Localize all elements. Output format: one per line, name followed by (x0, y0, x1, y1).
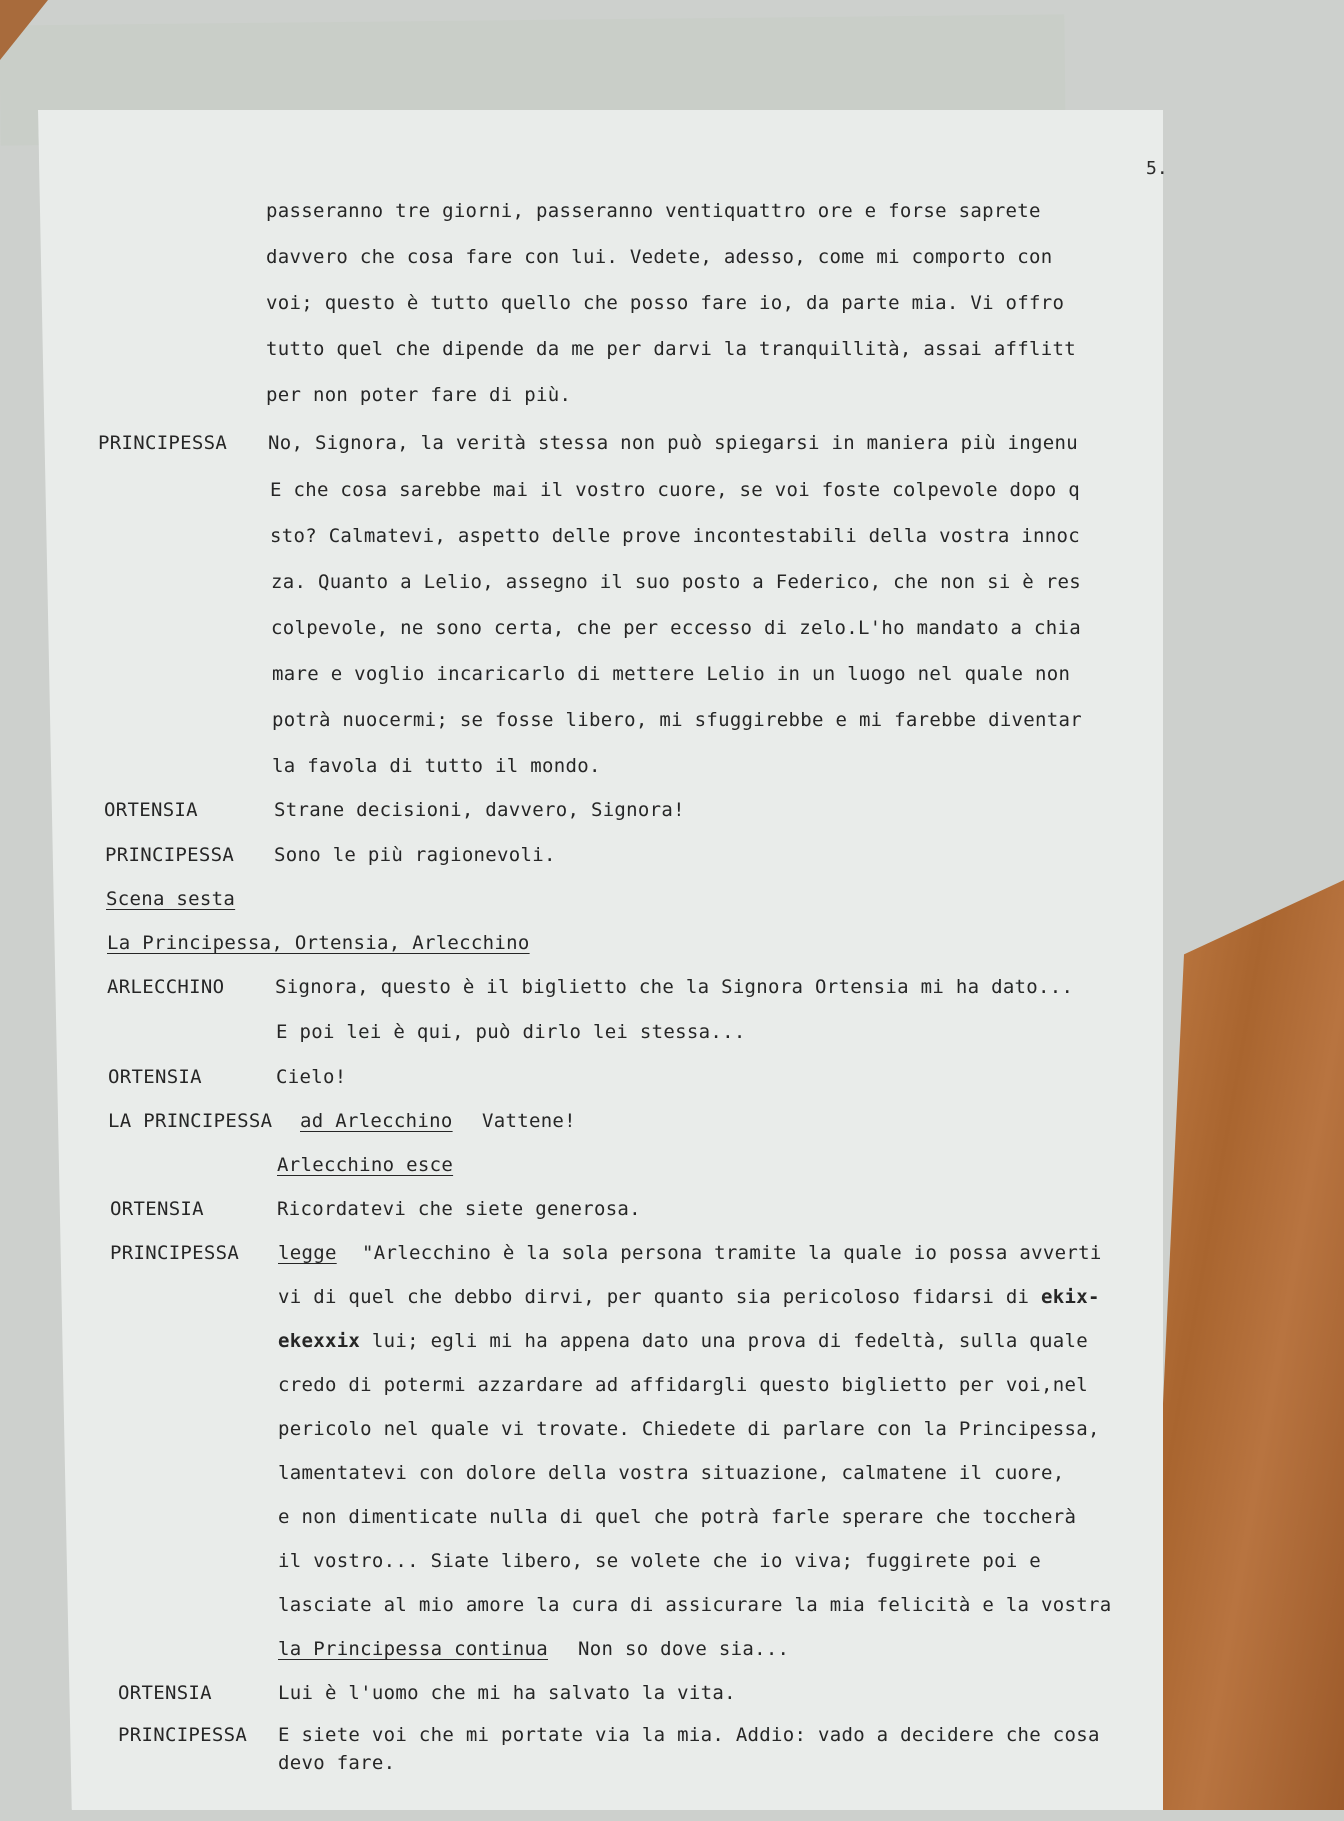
text-line: za. Quanto a Lelio, assegno il suo posto a Federico, che non si è res (271, 571, 1081, 593)
text-line: per non poter fare di più. (266, 384, 572, 406)
text-line: Non so dove sia... (578, 1638, 790, 1660)
text-line: "Arlecchino è la sola persona tramite la quale io possa avverti (362, 1242, 1102, 1264)
text-segment: vi di quel che debbo dirvi, per quanto sia pericoloso fidarsi di (278, 1286, 1042, 1308)
text-line: pericolo nel quale vi trovate. Chiedete di parlare con la Principessa, (278, 1418, 1100, 1440)
text-line: il vostro... Siate libero, se volete che io viva; fuggirete poi e (278, 1550, 1042, 1572)
text-line: la favola di tutto il mondo. (272, 755, 601, 777)
background-corner (0, 0, 48, 60)
speaker-label: ORTENSIA (104, 799, 198, 821)
text-line: colpevole, ne sono certa, che per eccesso di zelo.L'ho mandato a chia (271, 617, 1081, 639)
speaker-label: ARLECCHINO (107, 976, 225, 998)
text-line: mare e voglio incaricarlo di mettere Lelio in un luogo nel quale non (272, 663, 1071, 685)
text-line: davvero che cosa fare con lui. Vedete, adesso, come mi comporto con (266, 246, 1053, 268)
text-line: lamentatevi con dolore della vostra situazione, calmatene il cuore, (278, 1462, 1065, 1484)
scene-characters: La Principessa, Ortensia, Arlecchino (107, 932, 530, 954)
text-line: lasciate al mio amore la cura di assicurare la mia felicità e la vostra (278, 1594, 1112, 1616)
text-line: potrà nuocermi; se fosse libero, mi sfuggirebbe e mi farebbe diventar (272, 709, 1082, 731)
text-line: e non dimenticate nulla di quel che potrà farle sperare che toccherà (278, 1506, 1077, 1528)
speaker-label: PRINCIPESSA (105, 844, 235, 866)
page-number: 5. (1146, 158, 1168, 179)
speaker-label: ORTENSIA (118, 1682, 212, 1704)
speaker-label: PRINCIPESSA (118, 1724, 248, 1746)
text-line: No, Signora, la verità stessa non può spiegarsi in maniera più ingenu (268, 432, 1078, 454)
stage-direction: legge (278, 1242, 337, 1264)
text-line: E poi lei è qui, può dirlo lei stessa... (276, 1021, 746, 1043)
text-line: Lui è l'uomo che mi ha salvato la vita. (278, 1682, 736, 1704)
stage-direction: ad Arlecchino (300, 1110, 453, 1132)
text-line: Strane decisioni, davvero, Signora! (274, 799, 685, 821)
text-line (278, 1286, 1100, 1308)
text-line: credo di potermi azzardare ad affidargli questo biglietto per voi,nel (278, 1374, 1088, 1396)
speaker-label: PRINCIPESSA (110, 1242, 240, 1264)
text-line: Ricordatevi che siete generosa. (277, 1198, 641, 1220)
text-line: devo fare. (278, 1752, 396, 1774)
text-segment: lui; egli mi ha appena dato una prova di fedeltà, sulla quale (360, 1330, 1089, 1352)
text-line: voi; questo è tutto quello che posso fare io, da parte mia. Vi offro (266, 292, 1065, 314)
text-line: tutto quel che dipende da me per darvi la tranquillità, assai afflitt (266, 338, 1076, 360)
speaker-label: PRINCIPESSA (98, 432, 228, 454)
speaker-label: LA PRINCIPESSA (108, 1110, 273, 1132)
stage-direction: Arlecchino esce (277, 1154, 454, 1176)
scene-title: Scena sesta (106, 888, 236, 910)
text-line: Signora, questo è il biglietto che la Signora Ortensia mi ha dato... (275, 976, 1074, 998)
text-line: Sono le più ragionevoli. (274, 844, 556, 866)
text-line: E che cosa sarebbe mai il vostro cuore, se voi foste colpevole dopo q (270, 479, 1080, 501)
text-line: passeranno tre giorni, passeranno ventiquattro ore e forse saprete (266, 200, 1041, 222)
text-line (278, 1330, 1088, 1352)
struck-text: ekexxix (278, 1330, 361, 1352)
text-line: sto? Calmatevi, aspetto delle prove incontestabili della vostra innoc (270, 525, 1080, 547)
text-line: Cielo! (276, 1066, 347, 1088)
stage-direction: la Principessa continua (278, 1638, 548, 1660)
text-line: E siete voi che mi portate via la mia. Addio: vado a decidere che cosa (278, 1724, 1100, 1746)
speaker-label: ORTENSIA (110, 1198, 204, 1220)
text-line: Vattene! (482, 1110, 576, 1132)
speaker-label: ORTENSIA (108, 1066, 202, 1088)
wooden-surface (1144, 880, 1344, 1810)
struck-text: ekix- (1041, 1286, 1100, 1308)
